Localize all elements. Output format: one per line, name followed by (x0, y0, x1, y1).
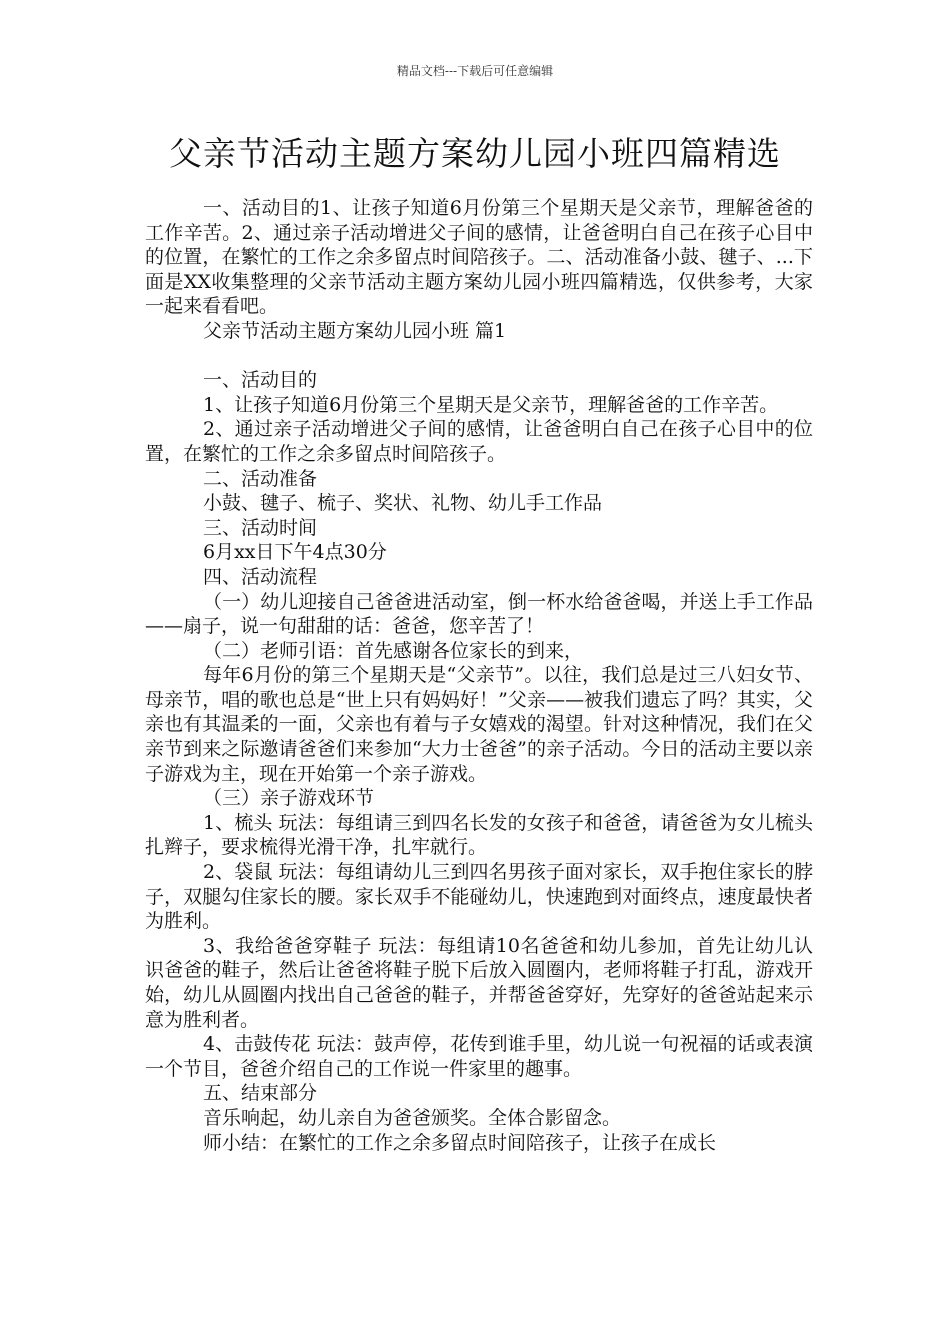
paragraph: 音乐响起，幼儿亲自为爸爸颁奖。全体合影留念。 (203, 1106, 622, 1129)
paragraph: 4、击鼓传花 玩法：鼓声停，花传到谁手里，幼儿说一句祝福的话或表演一个节目，爸爸介绍自己的工作说一件家里的趣事。 (145, 1033, 813, 1080)
header-note: 精品文档---下载后可任意编辑 (396, 64, 554, 78)
paragraph: 3、我给爸爸穿鞋子 玩法：每组请10名爸爸和幼儿参加，首先让幼儿认识爸爸的鞋子，然后让爸爸将鞋子脱下后放入圆圈内，老师将鞋子打乱，游戏开始，幼儿从圆圈内找出自己爸爸的鞋子，并帮爸爸穿好，先穿好的爸爸站起来示意为胜利者。 (145, 934, 813, 1031)
paragraph: 师小结：在繁忙的工作之余多留点时间陪孩子，让孩子在成长 (203, 1131, 717, 1154)
paragraph: 2、通过亲子活动增进父子间的感情，让爸爸明白自己在孩子心目中的位置，在繁忙的工作之余多留点时间陪孩子。 (145, 418, 813, 465)
section-heading: 五、结束部分 (203, 1082, 318, 1105)
section-heading: 一、活动目的 (203, 369, 318, 392)
blank-line (145, 344, 813, 369)
paragraph: 1、让孩子知道6月份第三个星期天是父亲节，理解爸爸的工作辛苦。 (203, 393, 779, 416)
document-body (145, 196, 813, 1155)
paragraph: （一）幼儿迎接自己爸爸进活动室，倒一杯水给爸爸喝，并送上手工作品——扇子，说一句甜甜的话：爸爸，您辛苦了！ (145, 590, 813, 638)
paragraph: 2、袋鼠 玩法：每组请幼儿三到四名男孩子面对家长，双手抱住家长的脖子，双腿勾住家长的腰。家长双手不能碰幼儿，快速跑到对面终点，速度最快者为胜利。 (145, 861, 813, 933)
part-title: 父亲节活动主题方案幼儿园小班 篇1 (203, 319, 507, 342)
paragraph: 小鼓、毽子、梳子、奖状、礼物、幼儿手工作品 (203, 492, 603, 515)
document-title: 父亲节活动主题方案幼儿园小班四篇精选 (169, 134, 781, 173)
section-heading: 三、活动时间 (203, 516, 318, 539)
paragraph: （二）老师引语：首先感谢各位家长的到来， (203, 639, 584, 662)
paragraph: 每年6月份的第三个星期天是“父亲节”。以往，我们总是过三八妇女节、母亲节，唱的歌也总是“世上只有妈妈好！”父亲——被我们遗忘了吗？其实，父亲也有其温柔的一面，父亲也有着与子女嬉戏的渴望。针对这种情况，我们在父亲节到来之际邀请爸爸们来参加“大力士爸爸”的亲子活动。今日的活动主要以亲子游戏为主，现在开始第一个亲子游戏。 (145, 664, 813, 785)
paragraph: 6月xx日下午4点30分 (203, 541, 387, 564)
intro-paragraph: 一、活动目的1、让孩子知道6月份第三个星期天是父亲节，理解爸爸的工作辛苦。2、通过亲子活动增进父子间的感情，让爸爸明白自己在孩子心目中的位置，在繁忙的工作之余多留点时间陪孩子。二、活动准备小鼓、毽子、...下面是XX收集整理的父亲节活动主题方案幼儿园小班四篇精选，仅供参考，大家一起来看看吧。 (145, 197, 813, 318)
section-heading: 四、活动流程 (203, 565, 318, 588)
paragraph: （三）亲子游戏环节 (203, 787, 375, 810)
section-heading: 二、活动准备 (203, 467, 318, 490)
paragraph: 1、梳头 玩法：每组请三到四名长发的女孩子和爸爸，请爸爸为女儿梳头扎辫子，要求梳得光滑干净，扎牢就行。 (145, 811, 813, 859)
